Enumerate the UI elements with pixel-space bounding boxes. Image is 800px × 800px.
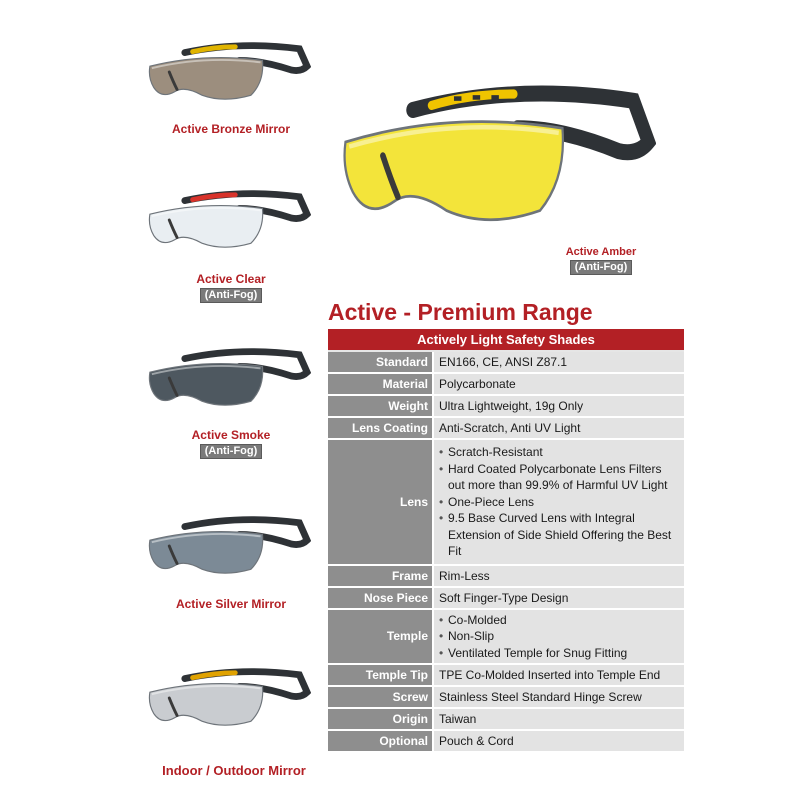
spec-row-nose-piece bbox=[328, 588, 684, 608]
spec-label: Screw bbox=[328, 687, 432, 707]
spec-label: Origin bbox=[328, 709, 432, 729]
spec-value: Anti-Scratch, Anti UV Light bbox=[434, 418, 684, 438]
product-name: Active Amber bbox=[565, 246, 637, 258]
spec-value: Pouch & Cord bbox=[434, 731, 684, 751]
spec-label: Standard bbox=[328, 352, 432, 372]
spec-label: Frame bbox=[328, 566, 432, 586]
spec-bullet: • Ventilated Temple for Snug Fitting bbox=[439, 645, 680, 662]
spec-label: Weight bbox=[328, 396, 432, 416]
spec-value bbox=[434, 610, 684, 664]
spec-value bbox=[434, 440, 684, 564]
spec-row-material bbox=[328, 374, 684, 394]
product-image-clear bbox=[146, 186, 311, 256]
product-name: Active Clear bbox=[196, 272, 266, 286]
spec-value: EN166, CE, ANSI Z87.1 bbox=[434, 352, 684, 372]
product-caption-silver-mirror bbox=[146, 597, 316, 612]
spec-row-lens bbox=[328, 440, 684, 564]
spec-bullet: • 9.5 Base Curved Lens with Integral Extension of Side Shield Offering the Best Fit bbox=[439, 510, 680, 560]
spec-sheet bbox=[328, 329, 684, 753]
product-caption-clear bbox=[146, 272, 316, 303]
spec-bullet: • One-Piece Lens bbox=[439, 494, 680, 511]
anti-fog-badge: (Anti-Fog) bbox=[200, 444, 263, 459]
spec-bullet: • Scratch-Resistant bbox=[439, 444, 680, 461]
spec-row-weight bbox=[328, 396, 684, 416]
spec-value: Rim-Less bbox=[434, 566, 684, 586]
spec-row-frame bbox=[328, 566, 684, 586]
anti-fog-badge: (Anti-Fog) bbox=[570, 260, 633, 275]
product-image-indoor-outdoor-mirror bbox=[146, 664, 311, 734]
spec-row-screw bbox=[328, 687, 684, 707]
product-image-bronze-mirror bbox=[146, 38, 311, 108]
spec-value: Soft Finger-Type Design bbox=[434, 588, 684, 608]
spec-row-origin bbox=[328, 709, 684, 729]
product-caption-amber bbox=[536, 246, 666, 275]
spec-bullet: • Non-Slip bbox=[439, 628, 680, 645]
product-name: Active Silver Mirror bbox=[175, 597, 287, 611]
spec-label: Temple bbox=[328, 610, 432, 664]
product-name: Active Smoke bbox=[191, 428, 271, 442]
spec-value: TPE Co-Molded Inserted into Temple End bbox=[434, 665, 684, 685]
spec-value: Polycarbonate bbox=[434, 374, 684, 394]
product-caption-indoor-outdoor-mirror bbox=[134, 763, 334, 778]
product-name: Indoor / Outdoor Mirror bbox=[162, 763, 306, 778]
range-title: Active - Premium Range bbox=[328, 299, 593, 325]
spec-row-lens-coating bbox=[328, 418, 684, 438]
spec-row-optional bbox=[328, 731, 684, 751]
spec-sheet-header: Actively Light Safety Shades bbox=[328, 329, 684, 352]
spec-row-temple-tip bbox=[328, 665, 684, 685]
product-image-smoke bbox=[146, 344, 311, 414]
spec-value: Taiwan bbox=[434, 709, 684, 729]
product-caption-smoke bbox=[146, 428, 316, 459]
spec-label: Lens bbox=[328, 440, 432, 564]
product-name: Active Bronze Mirror bbox=[171, 122, 291, 136]
spec-bullet: • Hard Coated Polycarbonate Lens Filters out more than 99.9% of Harmful UV Light bbox=[439, 461, 680, 494]
spec-bullet: • Co-Molded bbox=[439, 612, 680, 629]
product-image-silver-mirror bbox=[146, 512, 311, 582]
spec-row-standard bbox=[328, 352, 684, 372]
anti-fog-badge: (Anti-Fog) bbox=[200, 288, 263, 303]
spec-value: Ultra Lightweight, 19g Only bbox=[434, 396, 684, 416]
product-caption-bronze-mirror bbox=[146, 122, 316, 137]
spec-value: Stainless Steel Standard Hinge Screw bbox=[434, 687, 684, 707]
spec-label: Lens Coating bbox=[328, 418, 432, 438]
spec-label: Material bbox=[328, 374, 432, 394]
spec-row-temple bbox=[328, 610, 684, 664]
product-image-amber bbox=[338, 78, 656, 238]
spec-label: Nose Piece bbox=[328, 588, 432, 608]
spec-label: Temple Tip bbox=[328, 665, 432, 685]
spec-label: Optional bbox=[328, 731, 432, 751]
